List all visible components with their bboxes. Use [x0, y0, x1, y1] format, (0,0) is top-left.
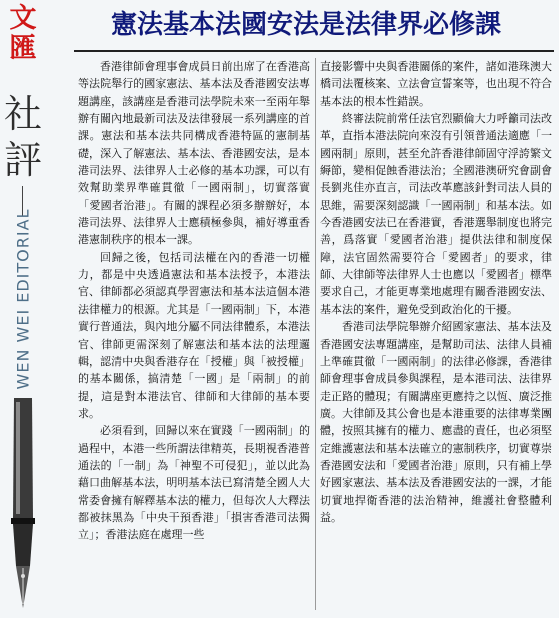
editorial-vertical-label — [0, 208, 46, 390]
paragraph: 直接影響中央與香港關係的案件，諸如港珠澳大橋司法覆核案、立法會宣誓案等，也出現不符合基本法的根本性錯誤。 — [320, 60, 552, 108]
fountain-pen-icon — [2, 398, 44, 610]
masthead-sidebar — [0, 0, 46, 618]
paragraph: 回歸之後，包括司法權在內的香港一切權力，都是中央透過憲法和基本法授予，本港法官、律師都必須認真學習憲法和基本法這個本港法律權力的根源。尤其是「一國兩制」下，本港實行普通法，與內地分屬不同法律體系，本港法官、律師更需深刻了解憲法和基本法的法理邏輯，認清中央與香港存在「授權」與「被授權」的基本關係，搞清楚「一國」是「兩制」的前提，這是對本港法官、律師和大律師的基本要求。 — [78, 250, 310, 420]
paragraph: 香港司法學院舉辦介紹國家憲法、基本法及香港國安法專題講座，是幫助司法、法律人員補上準確貫徹「一國兩制」的法律必修課，香港律師會理事會成員參與課程，是本港司法、法律界走正路的體現；有關講座更應持之以恆、廣泛推廣。大律師及其公會也是本港重要的法律專業團體，按照其擁有的權力、應盡的責任，也必須堅定維護憲法和基本法確立的憲制秩序，切實尊崇香港國安法和「愛國者治港」原則，只有補上學好國家憲法、基本法及香港國安法的一課，才能切實地捍衛香港的法治精神，維護社會整體利益。 — [320, 320, 552, 524]
editorial-label-text: WEN WEI EDITORIAL — [13, 208, 33, 390]
paragraph: 香港律師會理事會成員日前出席了在香港高等法院舉行的國家憲法、基本法及香港國安法專題講座，該講座是香港司法學院未來一至兩年舉辦有關內地最新司法及法律發展一系列講座的首課。憲法和基本法共同構成香港特區的憲制基礎，深入了解憲法、基本法、香港國安法，是本港司法界、法律界人士必修的基本功課，可以有效幫助業界準確貫徹「一國兩制」，切實落實「愛國者治港」。有關的課程必須多辦辦好，本港司法界、法律界人士應積極參與，補好導重香港憲制秩序的根本一課。 — [78, 60, 310, 247]
section-title-she: 社 — [3, 92, 42, 136]
paragraph: 終審法院前常任法官烈顯倫大力呼籲司法改革，直指本港法院向來沒有引領普通法適應「一國兩制」原則，甚至允許香港律師固守浮誇繁文縟節，變相促蝕香港法治；全國港澳研究會副會長劉兆佳亦直言，司法改革應該針對司法人員的思維，需要深刻認識「一國兩制」和基本法。如今香港國安法已在香港實，香港選舉制度也將完善，爲落實「愛國者治港」提供法律和制度保障，法官固然需要符合「愛國者」的要求，律師、大律師等法律界人士也應以「愛國者」標準要求自己，才能更專業地處理有關香港國安法、基本法的案件，避免受到政治化的干擾。 — [320, 112, 552, 316]
editorial-title: 憲法基本法國安法是法律界必修課 — [110, 10, 501, 40]
title-rule — [74, 50, 554, 52]
article-column-left — [78, 58, 310, 544]
wen-wei-logo-bottom: 匯 — [9, 33, 37, 64]
wen-wei-logo-top: 文 — [9, 3, 37, 34]
article-column-right — [320, 58, 552, 526]
section-title-ping: 評 — [3, 138, 42, 182]
paragraph: 必須看到，回歸以來在實踐「一國兩制」的過程中，本港一些所謂法律精英，長期視香港普通法的「一制」為「神聖不可侵犯」，並以此為藉口曲解基本法，明明基本法已寫清楚全國人大常委會擁有解釋基本法的權力，但每次人大釋法都被抹黑為「中央干預香港」「損害香港司法獨立」；香港法庭在處理一些 — [78, 424, 310, 542]
column-divider — [315, 58, 316, 610]
